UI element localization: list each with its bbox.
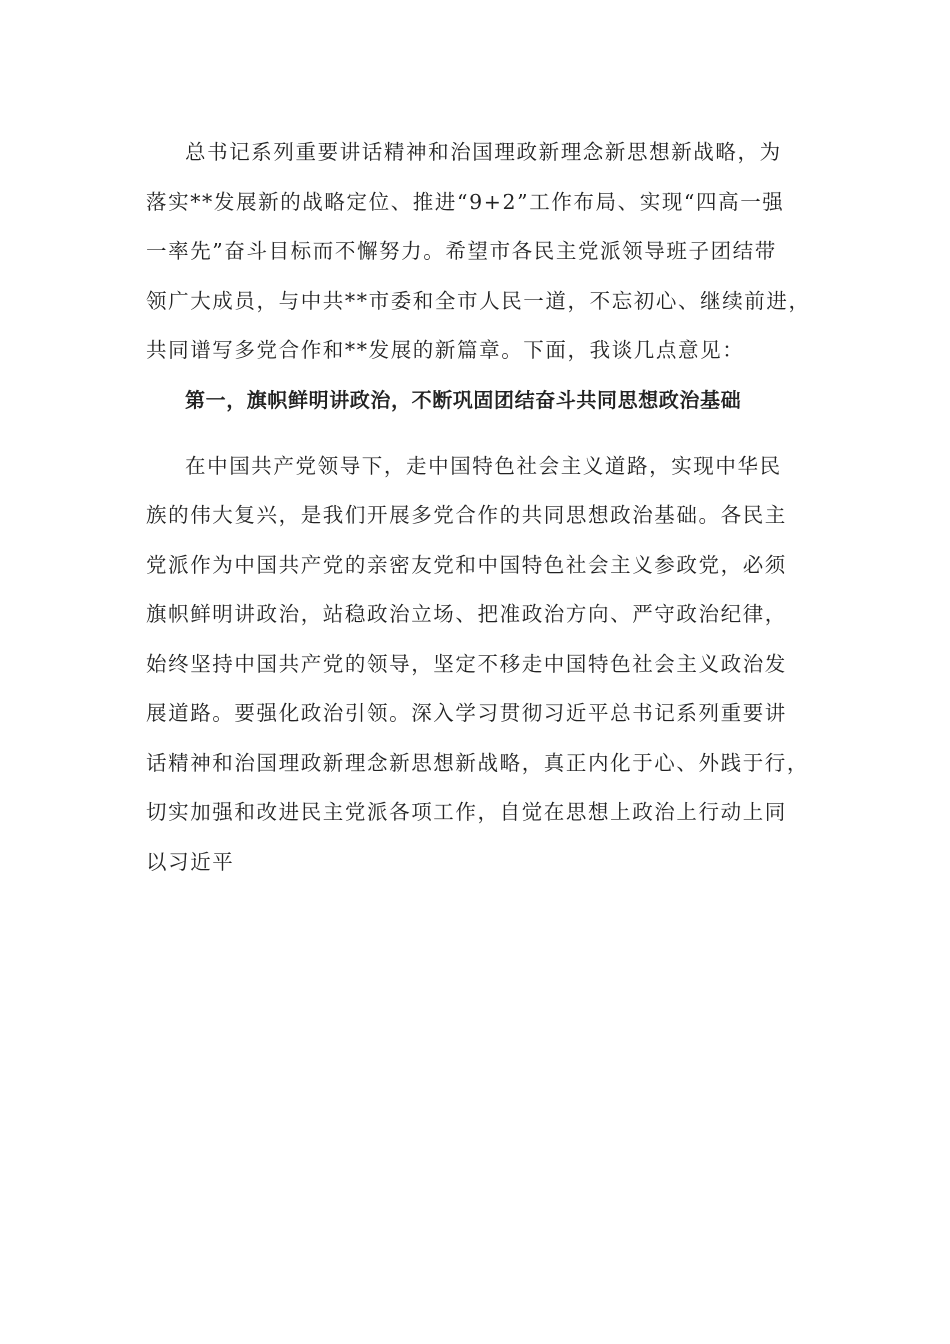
- paragraph-intro: [146, 128, 811, 376]
- text-line: 总书记系列重要讲话精神和治国理政新理念新思想新战略，为: [185, 140, 782, 164]
- text-line: 以习近平: [146, 849, 235, 874]
- text-line: 始终坚持中国共产党的领导，坚定不移走中国特色社会主义政治发: [146, 651, 787, 676]
- section-heading: 第一，旗帜鲜明讲政治，不断巩固团结奋斗共同思想政治基础: [185, 387, 742, 412]
- paragraph-section-one: [146, 442, 809, 888]
- text-line: 话精神和治国理政新理念新思想新战略，真正内化于心、外践于行，: [146, 750, 809, 775]
- text-line: 展道路。要强化政治引领。深入学习贯彻习近平总书记系列重要讲: [146, 701, 787, 726]
- text-line: 一率先”奋斗目标而不懈努力。希望市各民主党派领导班子团结带: [146, 239, 777, 263]
- text-line: 族的伟大复兴，是我们开展多党合作的共同思想政治基础。各民主: [146, 503, 787, 528]
- text-line: 落实**发展新的战略定位、推进“9+2”工作布局、实现“四高一强: [146, 189, 785, 214]
- document-body: [146, 128, 811, 887]
- text-line: 共同谱写多党合作和**发展的新篇章。下面，我谈几点意见：: [146, 338, 745, 362]
- text-line: 旗帜鲜明讲政治，站稳政治立场、把准政治方向、严守政治纪律，: [146, 602, 787, 627]
- text-line: 党派作为中国共产党的亲密友党和中国特色社会主义参政党，必须: [146, 552, 787, 577]
- text-line: 切实加强和改进民主党派各项工作，自觉在思想上政治上行动上同: [146, 800, 787, 825]
- text-line: 在中国共产党领导下，走中国特色社会主义道路，实现中华民: [185, 453, 782, 478]
- text-line: 领广大成员，与中共**市委和全市人民一道，不忘初心、继续前进，: [146, 288, 811, 313]
